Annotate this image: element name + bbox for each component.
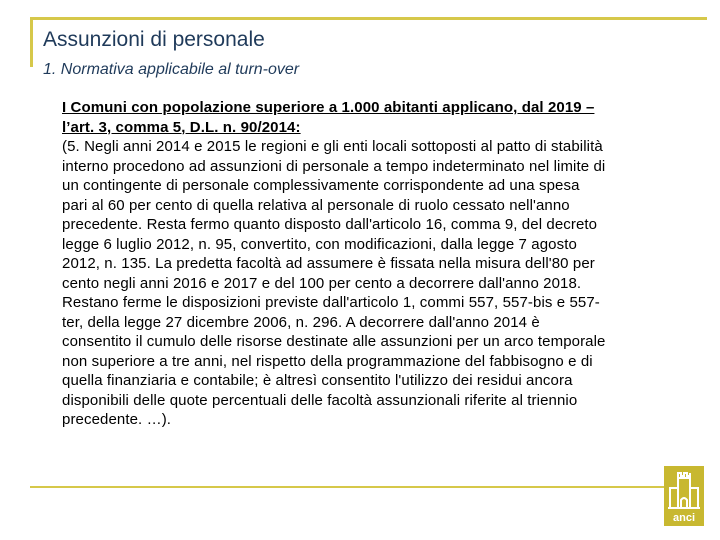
- logo-text: anci: [672, 512, 696, 524]
- quote-text: (5. Negli anni 2014 e 2015 le regioni e gli enti locali sottoposti al patto di stabilità interno procedono ad assunzioni di personale a tempo indeterminato nel limite di un contingente di personale complessivamente corrispondente ad una spesa pari al 60 per cento di quella relativa al personale di ruolo cessato nell'anno precedente. Resta fermo quanto disposto dall'articolo 16, comma 9, del decreto legge 6 luglio 2012, n. 95, convertito, con modificazioni, dalla legge 7 agosto 2012, n. 135. La predetta facoltà ad assumere è fissata nella misura dell'80 per cento negli anni 2016 e 2017 e del 100 per cento a decorrere dall'anno 2018. Restano ferme le disposizioni previste dall'articolo 1, commi 557, 557-bis e 557-ter, della legge 27 dicembre 2006, n. 296. A decorrere dall'anno 2014 è consentito il cumulo delle risorse destinate alle assunzioni per un arco temporale non superiore a tre anni, nel rispetto della programmazione del fabbisogno e di quella finanziaria e contabile; è altresì consentito l'utilizzo dei residui ancora disponibili delle quote percentuali delle facoltà assunzionali riferite al triennio precedente. …).: [62, 138, 606, 428]
- body-text: [62, 98, 607, 430]
- frame-top-border: [30, 17, 707, 20]
- frame-left-border: [30, 17, 33, 67]
- slide-subtitle: 1. Normativa applicabile al turn-over: [43, 61, 300, 78]
- anci-logo-icon: [664, 466, 704, 526]
- slide-title: Assunzioni di personale: [43, 28, 265, 51]
- lead-text: I Comuni con popolazione superiore a 1.000 abitanti applicano, dal 2019 – l’art. 3, comma 5, D.L. n. 90/2014:: [62, 99, 595, 136]
- frame-bottom-border: [30, 486, 670, 488]
